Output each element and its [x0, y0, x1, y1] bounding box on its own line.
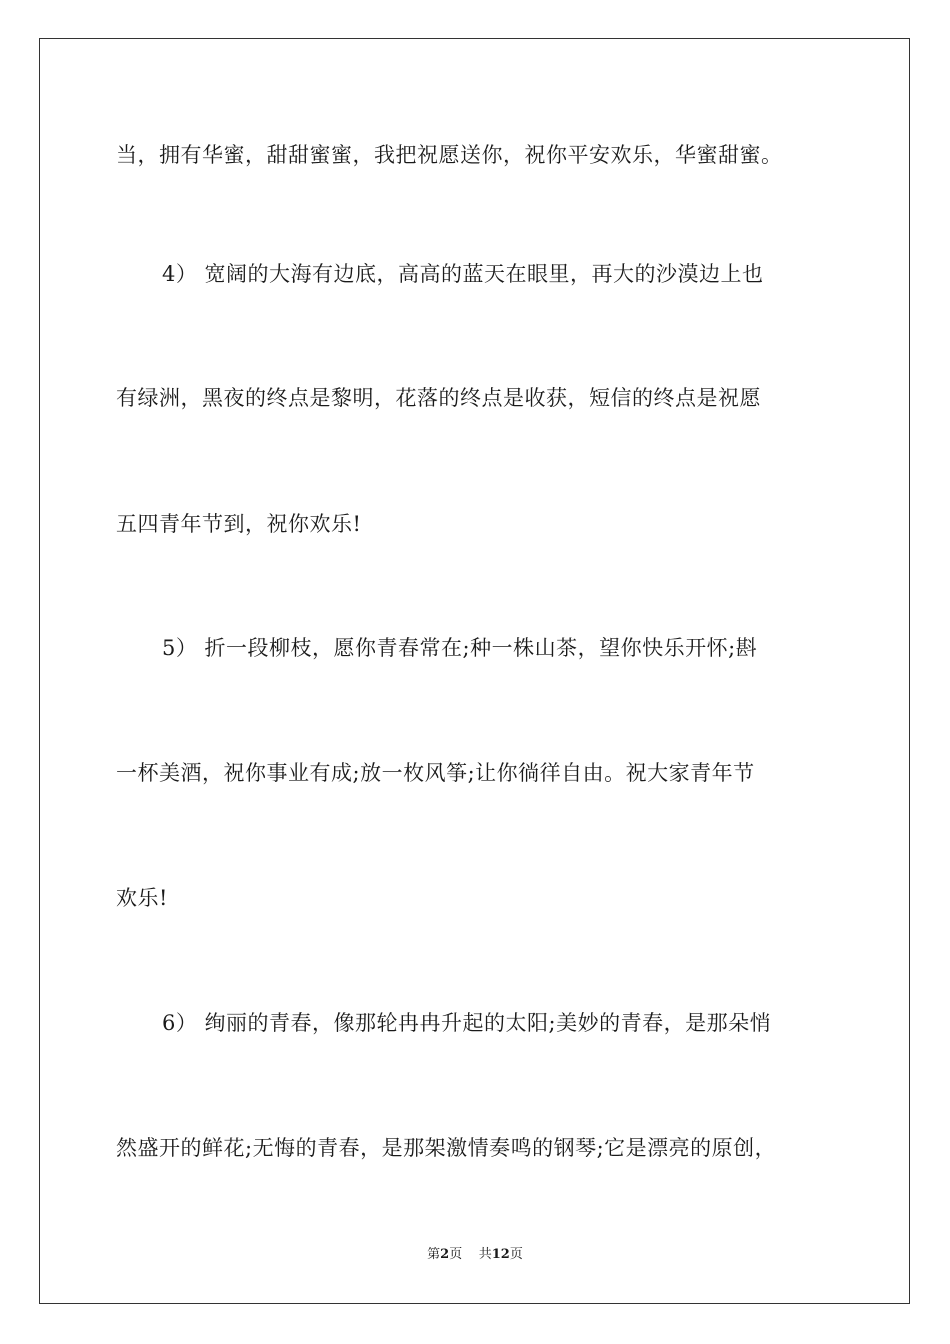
footer-total-prefix: 共 — [478, 1247, 492, 1262]
footer-page-suffix: 页 — [449, 1247, 463, 1262]
page-frame — [39, 38, 910, 1304]
page-footer — [0, 1246, 950, 1264]
footer-total-number: 12 — [491, 1247, 510, 1262]
text-line-2: 4） 宽阔的大海有边底，高高的蓝天在眼里，再大的沙漠边上也 — [162, 262, 764, 286]
footer-page-prefix: 第 — [427, 1247, 441, 1262]
text-line-4: 五四青年节到，祝你欢乐! — [116, 512, 362, 536]
footer-page-number: 2 — [440, 1247, 450, 1262]
footer-total-suffix: 页 — [509, 1247, 523, 1262]
text-line-7: 欢乐! — [116, 886, 168, 910]
text-line-3: 有绿洲，黑夜的终点是黎明，花落的终点是收获，短信的终点是祝愿 — [116, 386, 761, 410]
text-line-9: 然盛开的鲜花;无悔的青春，是那架激情奏鸣的钢琴;它是漂亮的原创， — [116, 1136, 777, 1160]
text-line-6: 一杯美酒，祝你事业有成;放一枚风筝;让你徜徉自由。祝大家青年节 — [116, 761, 755, 785]
text-line-8: 6） 绚丽的青春，像那轮冉冉升起的太阳;美妙的青春，是那朵悄 — [162, 1011, 772, 1035]
text-line-1: 当，拥有华蜜，甜甜蜜蜜，我把祝愿送你，祝你平安欢乐，华蜜甜蜜。 — [116, 143, 783, 167]
text-line-5: 5） 折一段柳枝，愿你青春常在;种一株山茶，望你快乐开怀;斟 — [162, 636, 758, 660]
